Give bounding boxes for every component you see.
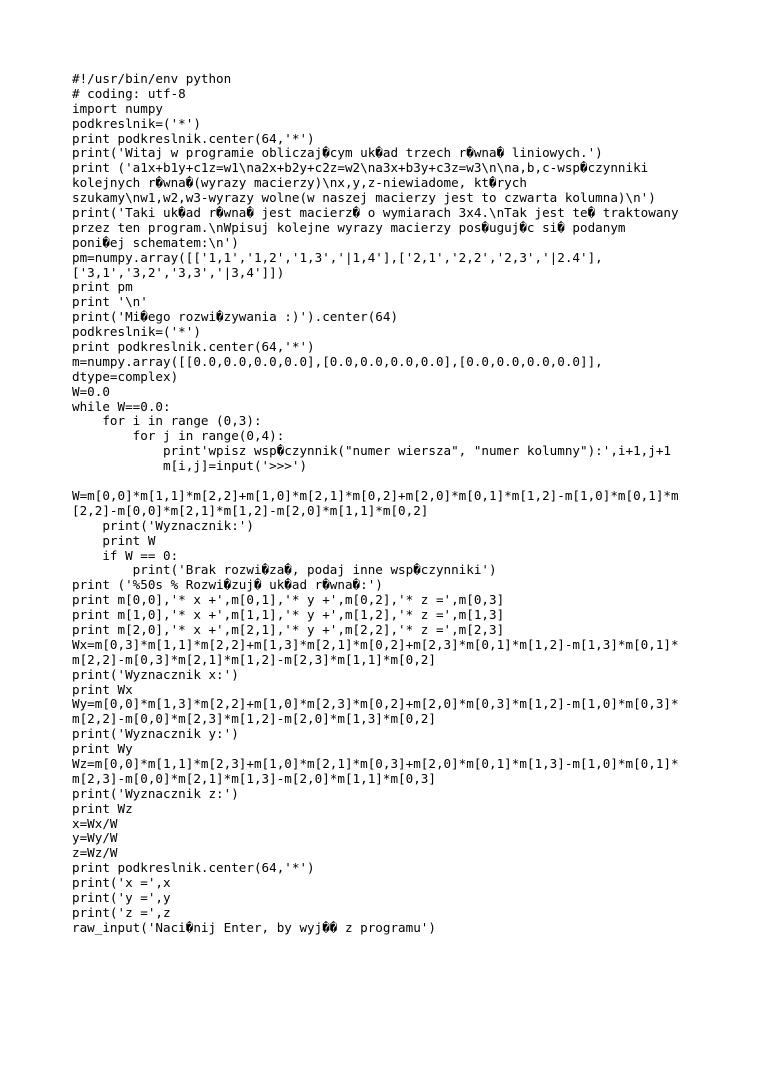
- code-line: print('Brak rozwi�za�, podaj inne wsp�czynniki'): [72, 562, 497, 578]
- code-line: m[2,2]-m[0,3]*m[2,1]*m[1,2]-m[2,3]*m[1,1]*m[0,2]: [72, 651, 436, 667]
- code-line: print('Wyznacznik x:'): [72, 666, 239, 682]
- code-line: print('Wyznacznik:'): [72, 517, 254, 533]
- code-line: Wy=m[0,0]*m[1,3]*m[2,2]+m[1,0]*m[2,3]*m[0,2]+m[2,0]*m[0,3]*m[1,2]-m[1,0]*m[0,3]*: [72, 696, 679, 712]
- code-line: print'wpisz wsp�czynnik("numer wiersza", "numer kolumny"):',i+1,j+1: [72, 443, 671, 459]
- code-line: print podkreslnik.center(64,'*'): [72, 130, 315, 146]
- code-line: print('Wyznacznik y:'): [72, 726, 239, 742]
- code-line: W=m[0,0]*m[1,1]*m[2,2]+m[1,0]*m[2,1]*m[0,2]+m[2,0]*m[0,1]*m[1,2]-m[1,0]*m[0,1]*m: [72, 487, 679, 503]
- code-line: [72, 474, 692, 489]
- code-line: x=Wx/W: [72, 815, 118, 831]
- code-line: print podkreslnik.center(64,'*'): [72, 860, 315, 876]
- code-line: print m[0,0],'* x +',m[0,1],'* y +',m[0,2],'* z =',m[0,3]: [72, 592, 505, 608]
- code-line: print ('%50s % Rozwi�zuj� uk�ad r�wna�:'): [72, 577, 383, 593]
- code-line: #!/usr/bin/env python: [72, 71, 232, 86]
- code-line: Wx=m[0,3]*m[1,1]*m[2,2]+m[1,3]*m[2,1]*m[0,2]+m[2,3]*m[0,1]*m[1,2]-m[1,3]*m[0,1]*: [72, 636, 679, 652]
- code-line: print('x =',x: [72, 875, 171, 891]
- code-line: print Wz: [72, 800, 133, 816]
- code-line: print pm: [72, 279, 133, 295]
- code-line: if W == 0:: [72, 547, 179, 563]
- code-line: print ('a1x+b1y+c1z=w1\na2x+b2y+c2z=w2\na3x+b3y+c3z=w3\n\na,b,c-wsp�czynniki: [72, 160, 649, 176]
- code-line: poni�ej schematem:\n'): [72, 234, 239, 250]
- code-line: print Wy: [72, 741, 133, 757]
- code-line: print m[2,0],'* x +',m[2,1],'* y +',m[2,2],'* z =',m[2,3]: [72, 621, 505, 637]
- code-line: print Wx: [72, 681, 133, 697]
- code-line: Wz=m[0,0]*m[1,1]*m[2,3]+m[1,0]*m[2,1]*m[0,3]+m[2,0]*m[0,1]*m[1,3]-m[1,0]*m[0,1]*: [72, 755, 679, 771]
- code-line: przez ten program.\nWpisuj kolejne wyrazy macierzy pos�uguj�c si� podanym: [72, 219, 626, 235]
- code-line: podkreslnik=('*'): [72, 324, 201, 340]
- code-line: while W==0.0:: [72, 398, 171, 414]
- code-line: print('y =',y: [72, 889, 171, 905]
- code-line: m[i,j]=input('>>>'): [72, 458, 308, 474]
- code-line: pm=numpy.array([['1,1','1,2','1,3','|1,4'],['2,1','2,2','2,3','|2.4'],: [72, 249, 603, 265]
- code-line: for j in range(0,4):: [72, 428, 285, 444]
- code-line: print m[1,0],'* x +',m[1,1],'* y +',m[1,2],'* z =',m[1,3]: [72, 607, 505, 623]
- code-line: raw_input('Naci�nij Enter, by wyj�� z programu'): [72, 919, 436, 935]
- code-line: print '\n': [72, 294, 148, 310]
- code-line: y=Wy/W: [72, 830, 118, 846]
- code-line: m[2,2]-m[0,0]*m[2,3]*m[1,2]-m[2,0]*m[1,3]*m[0,2]: [72, 711, 436, 727]
- code-line: print('Witaj w programie obliczaj�cym uk�ad trzech r�wna� liniowych.'): [72, 145, 603, 161]
- code-line: print('Wyznacznik z:'): [72, 785, 239, 801]
- code-listing: [72, 72, 692, 936]
- code-line: podkreslnik=('*'): [72, 115, 201, 131]
- code-line: szukamy\nw1,w2,w3-wyrazy wolne(w naszej macierzy jest to czwarta kolumna)\n'): [72, 190, 656, 206]
- code-line: # coding: utf-8: [72, 85, 186, 101]
- code-line: for i in range (0,3):: [72, 413, 262, 429]
- code-line: print podkreslnik.center(64,'*'): [72, 339, 315, 355]
- code-line: print('Taki uk�ad r�wna� jest macierz� o wymiarach 3x4.\nTak jest te� traktowany: [72, 205, 679, 221]
- code-line: kolejnych r�wna�(wyrazy macierzy)\nx,y,z-niewiadome, kt�rych: [72, 175, 527, 191]
- code-line: print('z =',z: [72, 904, 171, 920]
- code-line: import numpy: [72, 100, 163, 116]
- code-line: z=Wz/W: [72, 845, 118, 861]
- code-line: print W: [72, 532, 156, 548]
- code-line: ['3,1','3,2','3,3','|3,4']]): [72, 264, 285, 280]
- code-line: m=numpy.array([[0.0,0.0,0.0,0.0],[0.0,0.0,0.0,0.0],[0.0,0.0,0.0,0.0]],: [72, 353, 603, 369]
- code-line: m[2,3]-m[0,0]*m[2,1]*m[1,3]-m[2,0]*m[1,1]*m[0,3]: [72, 770, 436, 786]
- code-line: [2,2]-m[0,0]*m[2,1]*m[1,2]-m[2,0]*m[1,1]*m[0,2]: [72, 502, 429, 518]
- code-line: dtype=complex): [72, 368, 179, 384]
- code-line: print('Mi�ego rozwi�zywania :)').center(64): [72, 309, 399, 325]
- code-line: W=0.0: [72, 383, 110, 399]
